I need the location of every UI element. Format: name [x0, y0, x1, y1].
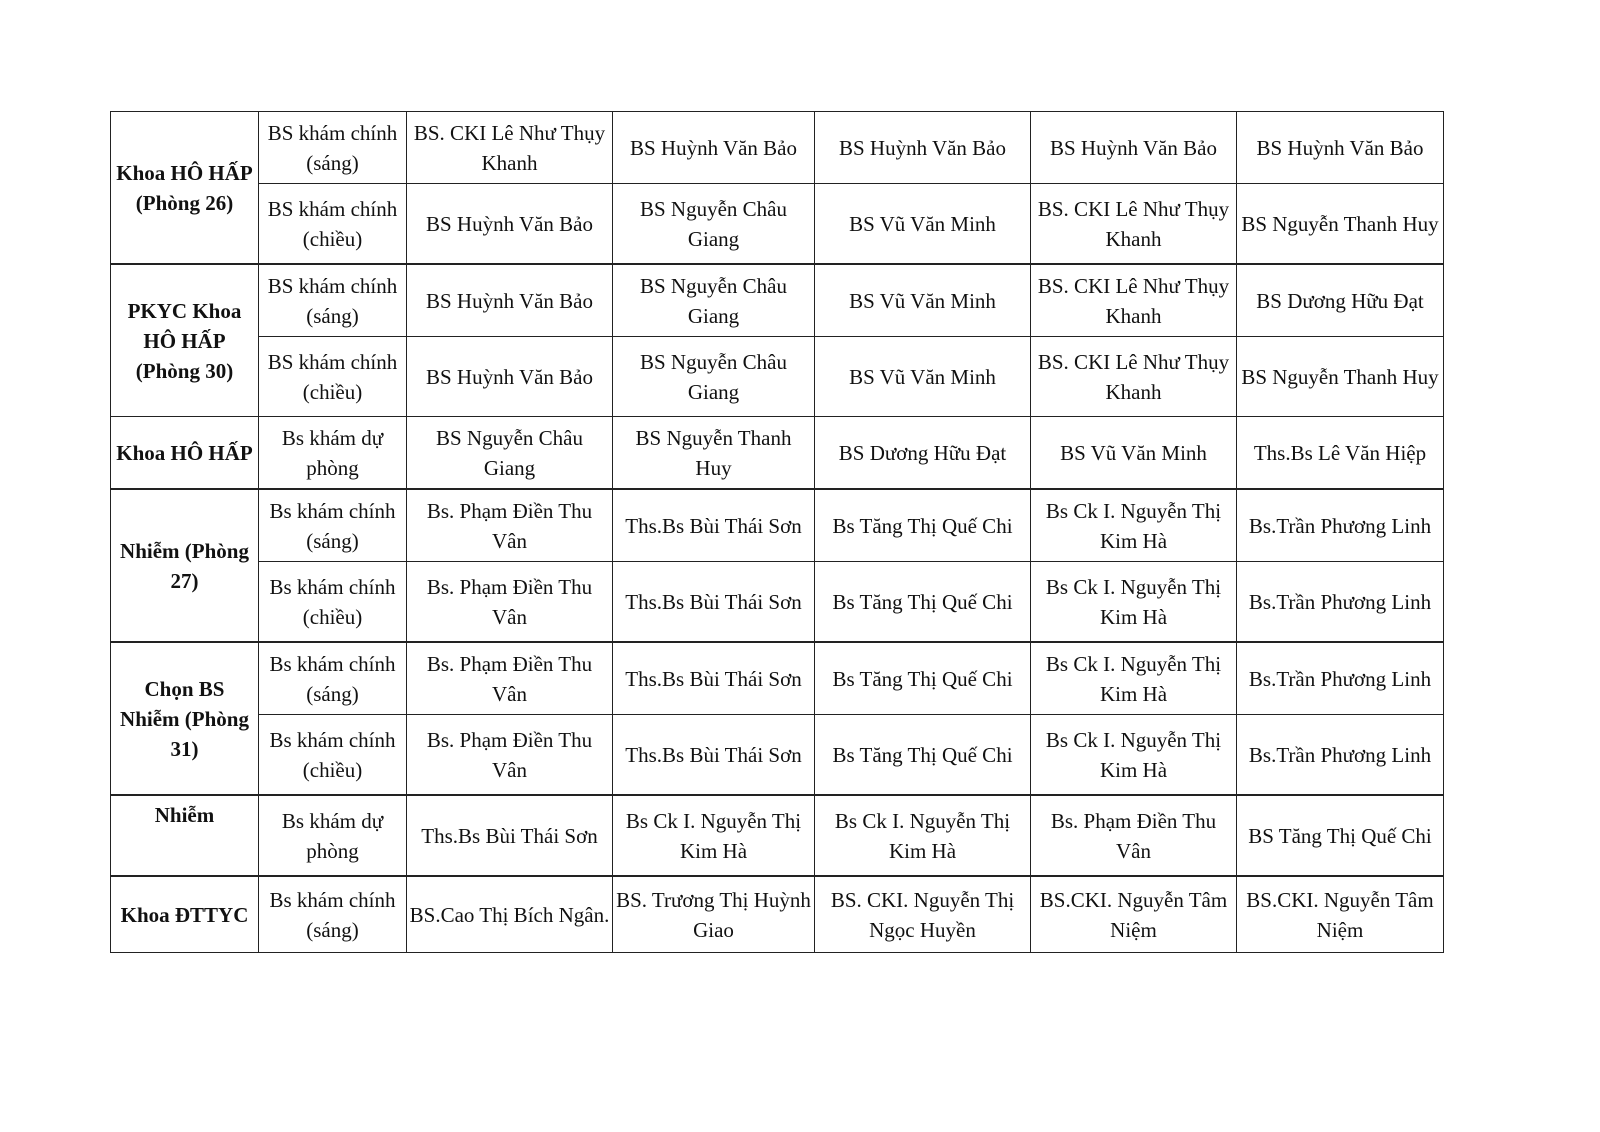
doctor-cell: BS. CKI Lê Như Thụy Khanh — [1031, 264, 1237, 337]
doctor-cell: BS. CKI Lê Như Thụy Khanh — [1031, 184, 1237, 265]
doctor-cell: BS Nguyễn Châu Giang — [613, 184, 815, 265]
department-cell: Nhiễm — [111, 795, 259, 876]
doctor-cell: BS.CKI. Nguyễn Tâm Niệm — [1031, 876, 1237, 953]
doctor-cell: Bs.Trần Phương Linh — [1237, 715, 1444, 796]
shift-type-cell: Bs khám dự phòng — [259, 795, 407, 876]
doctor-cell: BS Huỳnh Văn Bảo — [613, 112, 815, 184]
doctor-cell: Bs Tăng Thị Quế Chi — [815, 562, 1031, 643]
doctor-cell: BS Nguyễn Thanh Huy — [1237, 184, 1444, 265]
doctor-cell: Ths.Bs Bùi Thái Sơn — [407, 795, 613, 876]
doctor-cell: BS Huỳnh Văn Bảo — [407, 264, 613, 337]
schedule-table — [110, 111, 1444, 953]
doctor-cell: BS Vũ Văn Minh — [815, 264, 1031, 337]
doctor-cell: BS Nguyễn Châu Giang — [613, 337, 815, 417]
table-row — [111, 489, 1444, 562]
doctor-cell: BS Vũ Văn Minh — [1031, 417, 1237, 490]
doctor-cell: BS Dương Hữu Đạt — [815, 417, 1031, 490]
shift-type-cell: Bs khám dự phòng — [259, 417, 407, 490]
doctor-cell: Bs. Phạm Điền Thu Vân — [407, 489, 613, 562]
shift-type-cell: Bs khám chính (sáng) — [259, 489, 407, 562]
department-cell: PKYC Khoa HÔ HẤP (Phòng 30) — [111, 264, 259, 417]
doctor-cell: BS. Trương Thị Huỳnh Giao — [613, 876, 815, 953]
doctor-cell: Ths.Bs Bùi Thái Sơn — [613, 562, 815, 643]
doctor-cell: Bs Ck I. Nguyễn Thị Kim Hà — [815, 795, 1031, 876]
doctor-cell: Bs. Phạm Điền Thu Vân — [1031, 795, 1237, 876]
doctor-cell: BS. CKI. Nguyễn Thị Ngọc Huyền — [815, 876, 1031, 953]
doctor-cell: BS.CKI. Nguyễn Tâm Niệm — [1237, 876, 1444, 953]
doctor-cell: BS. CKI Lê Như Thụy Khanh — [407, 112, 613, 184]
shift-type-cell: Bs khám chính (chiều) — [259, 715, 407, 796]
doctor-cell: Bs. Phạm Điền Thu Vân — [407, 642, 613, 715]
doctor-cell: Bs Tăng Thị Quế Chi — [815, 715, 1031, 796]
doctor-cell: BS Nguyễn Châu Giang — [613, 264, 815, 337]
doctor-cell: Bs. Phạm Điền Thu Vân — [407, 562, 613, 643]
shift-type-cell: BS khám chính (sáng) — [259, 264, 407, 337]
doctor-cell: BS Nguyễn Thanh Huy — [1237, 337, 1444, 417]
doctor-cell: Bs Ck I. Nguyễn Thị Kim Hà — [613, 795, 815, 876]
doctor-cell: BS. CKI Lê Như Thụy Khanh — [1031, 337, 1237, 417]
doctor-cell: Bs Ck I. Nguyễn Thị Kim Hà — [1031, 715, 1237, 796]
doctor-cell: BS Huỳnh Văn Bảo — [407, 184, 613, 265]
table-row — [111, 642, 1444, 715]
shift-type-cell: Bs khám chính (chiều) — [259, 562, 407, 643]
table-row — [111, 112, 1444, 184]
doctor-cell: Bs Ck I. Nguyễn Thị Kim Hà — [1031, 489, 1237, 562]
doctor-cell: BS.Cao Thị Bích Ngân. — [407, 876, 613, 953]
department-cell: Chọn BS Nhiễm (Phòng 31) — [111, 642, 259, 795]
doctor-cell: Bs Tăng Thị Quế Chi — [815, 489, 1031, 562]
doctor-cell: BS Tăng Thị Quế Chi — [1237, 795, 1444, 876]
table-row — [111, 795, 1444, 876]
shift-type-cell: BS khám chính (chiều) — [259, 337, 407, 417]
doctor-cell: Ths.Bs Bùi Thái Sơn — [613, 489, 815, 562]
doctor-cell: Bs Tăng Thị Quế Chi — [815, 642, 1031, 715]
doctor-cell: Bs.Trần Phương Linh — [1237, 562, 1444, 643]
shift-type-cell: BS khám chính (chiều) — [259, 184, 407, 265]
shift-type-cell: BS khám chính (sáng) — [259, 112, 407, 184]
doctor-cell: BS Dương Hữu Đạt — [1237, 264, 1444, 337]
doctor-cell: Bs.Trần Phương Linh — [1237, 642, 1444, 715]
department-cell: Khoa HÔ HẤP (Phòng 26) — [111, 112, 259, 265]
table-row — [111, 337, 1444, 417]
doctor-cell: BS Vũ Văn Minh — [815, 337, 1031, 417]
table-row — [111, 417, 1444, 490]
doctor-cell: Bs. Phạm Điền Thu Vân — [407, 715, 613, 796]
doctor-cell: BS Huỳnh Văn Bảo — [1031, 112, 1237, 184]
shift-type-cell: Bs khám chính (sáng) — [259, 642, 407, 715]
doctor-cell: Bs Ck I. Nguyễn Thị Kim Hà — [1031, 642, 1237, 715]
department-cell: Khoa HÔ HẤP — [111, 417, 259, 490]
doctor-cell: Bs Ck I. Nguyễn Thị Kim Hà — [1031, 562, 1237, 643]
doctor-cell: BS Huỳnh Văn Bảo — [407, 337, 613, 417]
table-row — [111, 715, 1444, 796]
shift-type-cell: Bs khám chính (sáng) — [259, 876, 407, 953]
doctor-cell: Bs.Trần Phương Linh — [1237, 489, 1444, 562]
doctor-cell: BS Nguyễn Châu Giang — [407, 417, 613, 490]
doctor-cell: BS Nguyễn Thanh Huy — [613, 417, 815, 490]
table-row — [111, 264, 1444, 337]
department-cell: Nhiễm (Phòng 27) — [111, 489, 259, 642]
doctor-cell: BS Huỳnh Văn Bảo — [815, 112, 1031, 184]
doctor-cell: Ths.Bs Lê Văn Hiệp — [1237, 417, 1444, 490]
table-row — [111, 562, 1444, 643]
table-row — [111, 876, 1444, 953]
doctor-cell: Ths.Bs Bùi Thái Sơn — [613, 642, 815, 715]
department-cell: Khoa ĐTTYC — [111, 876, 259, 953]
table-row — [111, 184, 1444, 265]
doctor-cell: BS Vũ Văn Minh — [815, 184, 1031, 265]
doctor-cell: Ths.Bs Bùi Thái Sơn — [613, 715, 815, 796]
doctor-cell: BS Huỳnh Văn Bảo — [1237, 112, 1444, 184]
